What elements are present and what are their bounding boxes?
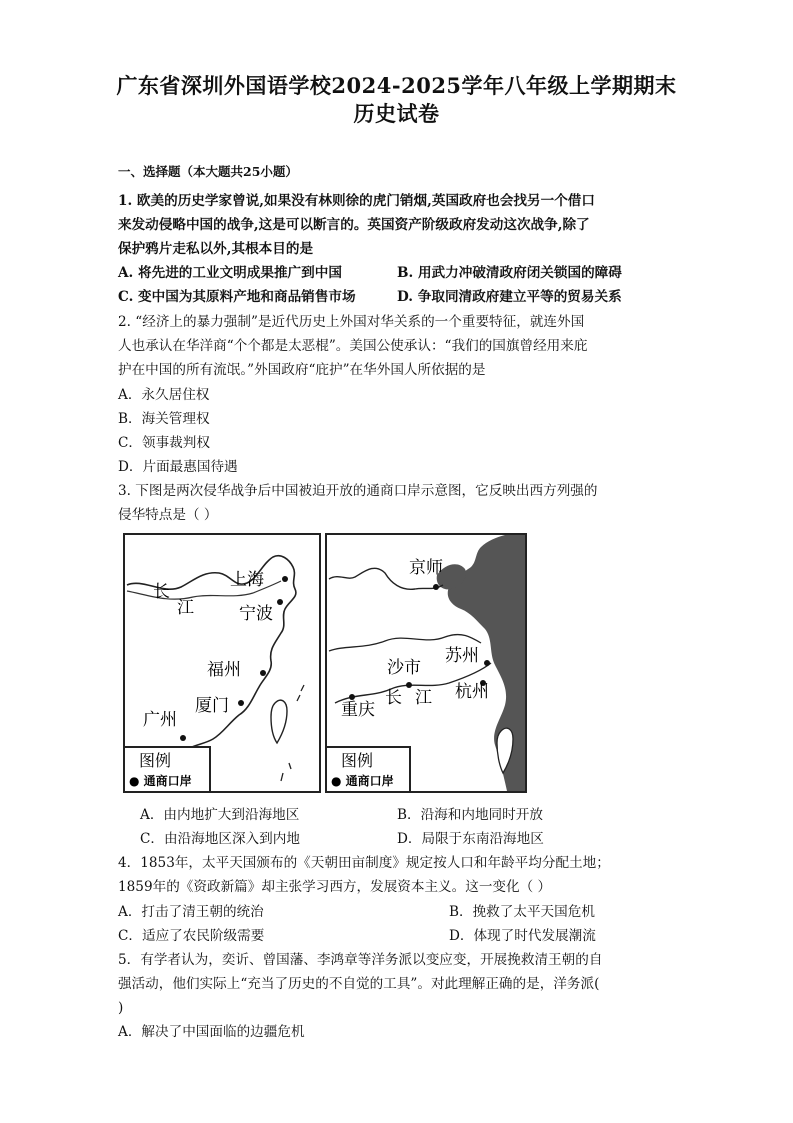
port-shashi-dot — [406, 682, 412, 688]
map2-city-jingshi: 京师 — [409, 558, 443, 578]
q4-option-b: B．挽救了太平天国危机 — [449, 904, 595, 920]
map2-city-shashi: 沙市 — [387, 658, 421, 678]
q4-line1: 4．1853年，太平天国颁布的《天朝田亩制度》规定按人口和年龄平均分配土地； — [118, 855, 610, 871]
port-suzhou-dot — [484, 660, 490, 666]
map1-river-char2: 江 — [177, 598, 194, 618]
map2-river-char1: 长 — [385, 688, 402, 708]
q3-option-a: A．由内地扩大到沿海地区 — [140, 807, 300, 823]
q2-option-a: A．永久居住权 — [118, 387, 210, 403]
map-second-war — [325, 533, 527, 793]
q1-line3: 保护鸦片走私以外,其根本目的是 — [118, 241, 314, 257]
q1-line1: 1. 欧美的历史学家曾说,如果没有林则徐的虎门销烟,英国政府也会找另一个借口 — [118, 193, 595, 209]
q5-option-a: A．解决了中国面临的边疆危机 — [118, 1024, 305, 1040]
q1-option-a: A. 将先进的工业文明成果推广到中国 — [118, 265, 342, 281]
q2-option-b: B．海关管理权 — [118, 411, 210, 427]
page-title-line2: 历史试卷 — [353, 101, 440, 126]
map1-city-guangzhou: 广州 — [143, 710, 177, 730]
q4-line2: 1859年的《资政新篇》却主张学习西方，发展资本主义。这一变化（ ） — [118, 879, 552, 895]
port-shanghai-dot — [282, 576, 288, 582]
port-guangzhou-dot — [180, 735, 186, 741]
q1-option-b: B. 用武力冲破清政府闭关锁国的障碍 — [397, 265, 622, 281]
q2-option-c: C．领事裁判权 — [118, 435, 210, 451]
port-ningbo-dot — [277, 599, 283, 605]
map1-city-xiamen: 厦门 — [195, 696, 229, 716]
map1-city-ningbo: 宁波 — [239, 604, 273, 624]
map1-city-shanghai: 上海 — [230, 570, 264, 590]
port-jingshi-dot — [433, 584, 439, 590]
map-first-war — [123, 533, 321, 793]
q2-line3: 护在中国的所有流氓。”外国政府“庇护”在华外国人所依据的是 — [118, 362, 486, 378]
q3-line1: 3. 下图是两次侵华战争后中国被迫开放的通商口岸示意图，它反映出西方列强的 — [118, 483, 598, 499]
q2-line1: 2. “经济上的暴力强制”是近代历史上外国对华关系的一个重要特征，就连外国 — [118, 314, 585, 330]
map2-city-hangzhou: 杭州 — [455, 682, 489, 702]
q4-option-c: C．适应了农民阶级需要 — [118, 928, 265, 944]
q3-line2: 侵华特点是（ ） — [118, 507, 218, 523]
q1-option-c: C. 变中国为其原料产地和商品销售市场 — [118, 289, 356, 305]
port-xiamen-dot — [238, 700, 244, 706]
q1-line2: 来发动侵略中国的战争,这是可以断言的。英国资产阶级政府发动这次战争,除了 — [118, 217, 590, 233]
q1-option-d: D. 争取同清政府建立平等的贸易关系 — [397, 289, 622, 305]
q5-line3: ) — [118, 1000, 124, 1016]
q2-line2: 人也承认在华洋商“个个都是太恶棍”。美国公使承认：“我们的国旗曾经用来庇 — [118, 338, 588, 354]
map1-legend-item: ● 通商口岸 — [129, 774, 192, 788]
q2-option-d: D．片面最惠国待遇 — [118, 459, 238, 475]
q4-option-d: D．体现了时代发展潮流 — [449, 928, 596, 944]
map2-legend-item: ● 通商口岸 — [331, 774, 394, 788]
q5-line2: 强活动，他们实际上“充当了历史的不自觉的工具”。对此理解正确的是，洋务派( — [118, 976, 600, 992]
port-fuzhou-dot — [260, 670, 266, 676]
map2-legend-title: 图例 — [341, 751, 374, 770]
q4-option-a: A．打击了清王朝的统治 — [118, 904, 264, 920]
map1-legend-title: 图例 — [139, 751, 172, 770]
q3-option-c: C．由沿海地区深入到内地 — [140, 831, 300, 847]
q3-option-d: D．局限于东南沿海地区 — [397, 831, 544, 847]
q3-option-b: B．沿海和内地同时开放 — [397, 807, 543, 823]
q5-line1: 5．有学者认为，奕䜣、曾国藩、李鸿章等洋务派以变应变，开展挽救清王朝的自 — [118, 952, 603, 968]
map2-city-suzhou: 苏州 — [445, 646, 479, 666]
map2-city-chongqing: 重庆 — [341, 700, 375, 720]
page-title-line1: 广东省深圳外国语学校2024-2025学年八年级上学期期末 — [116, 73, 677, 98]
section-heading: 一、选择题（本大题共25小题） — [118, 164, 298, 179]
map2-river-char2: 江 — [415, 688, 432, 708]
map1-city-fuzhou: 福州 — [207, 660, 241, 680]
map1-river-char1: 长 — [153, 582, 170, 602]
